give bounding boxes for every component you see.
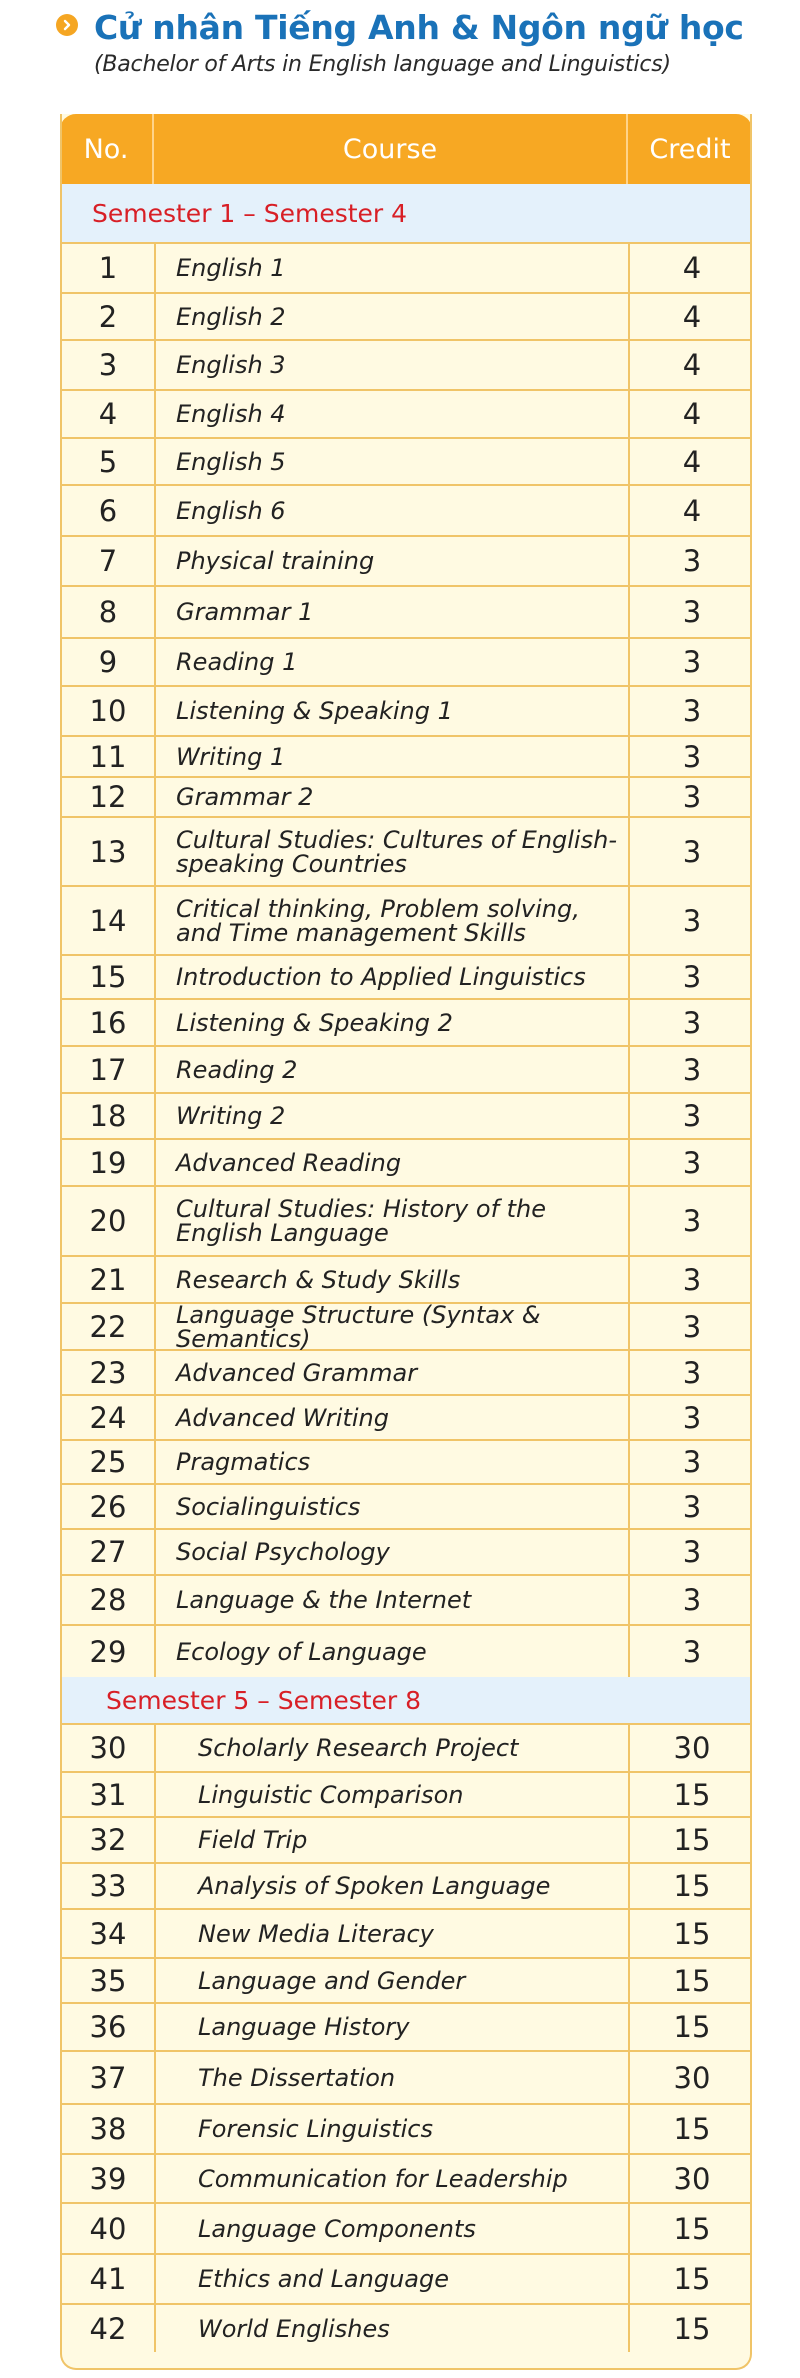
course-number: 27 (62, 1530, 156, 1574)
table-row (62, 639, 750, 687)
course-number: 21 (62, 1257, 156, 1302)
table-row (62, 2004, 750, 2052)
table-row (62, 294, 750, 341)
course-credit: 3 (682, 694, 702, 728)
course-name: Introduction to Applied Linguistics (156, 956, 630, 998)
table-row (62, 391, 750, 439)
course-number: 35 (62, 1959, 156, 2002)
course-name: Socialinguistics (156, 1485, 630, 1528)
course-name: Analysis of Spoken Language (156, 1864, 630, 1908)
course-name: English 3 (156, 341, 630, 389)
course-name: Language and Gender (156, 1959, 630, 2002)
course-name: Communication for Leadership (156, 2155, 630, 2202)
course-number: 37 (62, 2052, 156, 2103)
course-credit: 3 (682, 1309, 702, 1344)
course-number: 39 (62, 2155, 156, 2202)
course-number: 30 (62, 1725, 156, 1771)
course-name: Writing 2 (156, 1094, 630, 1138)
course-credit: 4 (682, 299, 702, 334)
page-title: Cử nhân Tiếng Anh & Ngôn ngữ học (94, 8, 744, 47)
course-credit: 3 (682, 1400, 702, 1435)
table-row (62, 1959, 750, 2004)
course-credit: 3 (682, 1262, 702, 1297)
course-credit: 3 (682, 595, 702, 629)
course-number: 41 (62, 2255, 156, 2303)
course-number: 3 (62, 341, 156, 389)
table-row (62, 956, 750, 1000)
table-row (62, 737, 750, 778)
course-name: Forensic Linguistics (156, 2105, 630, 2153)
course-number: 4 (62, 391, 156, 437)
course-credit: 3 (682, 960, 702, 994)
table-row (62, 1140, 750, 1187)
course-name: Scholarly Research Project (156, 1725, 630, 1771)
table-row (62, 1725, 750, 1773)
course-number: 28 (62, 1576, 156, 1624)
course-credit: 15 (673, 2112, 711, 2146)
course-number: 19 (62, 1140, 156, 1185)
course-number: 12 (62, 778, 156, 816)
table-row (62, 1257, 750, 1304)
table-row (62, 537, 750, 587)
course-number: 1 (62, 244, 156, 292)
table-row (62, 1910, 750, 1959)
course-number: 10 (62, 687, 156, 735)
course-name: Research & Study Skills (156, 1257, 630, 1302)
course-number: 2 (62, 294, 156, 339)
course-credit: 3 (682, 1099, 702, 1133)
course-number: 5 (62, 439, 156, 484)
course-credit: 15 (673, 1823, 711, 1857)
table-row (62, 1441, 750, 1485)
table-row (62, 818, 750, 887)
table-row (62, 1773, 750, 1818)
page-subtitle: (Bachelor of Arts in English language and Linguistics) (94, 52, 671, 77)
table-row (62, 2204, 750, 2255)
course-credit: 4 (682, 251, 702, 285)
course-name: Pragmatics (156, 1441, 630, 1483)
course-name: Field Trip (156, 1818, 630, 1862)
course-name: Listening & Speaking 1 (156, 687, 630, 735)
table-row (62, 439, 750, 486)
column-header-credit: Credit (649, 133, 731, 165)
semester-heading-5-8: Semester 5 – Semester 8 (62, 1677, 750, 1725)
course-name: Ethics and Language (156, 2255, 630, 2303)
table-row (62, 887, 750, 956)
course-number: 42 (62, 2305, 156, 2352)
course-number: 24 (62, 1396, 156, 1439)
column-header-no: No. (60, 114, 154, 184)
course-number: 36 (62, 2004, 156, 2050)
table-row (62, 1187, 750, 1257)
table-row (62, 778, 750, 818)
table-row (62, 244, 750, 294)
course-name: Physical training (156, 537, 630, 585)
course-credit: 3 (682, 645, 702, 679)
course-name: English 6 (156, 486, 630, 535)
course-number: 11 (62, 737, 156, 776)
course-credit: 15 (673, 1777, 711, 1812)
course-name: Advanced Reading (156, 1140, 630, 1185)
course-credit: 3 (682, 1489, 702, 1524)
course-credit: 30 (673, 1731, 711, 1765)
course-credit: 15 (673, 1963, 711, 1998)
course-number: 17 (62, 1047, 156, 1092)
course-name: Reading 2 (156, 1047, 630, 1092)
course-name: Social Psychology (156, 1530, 630, 1574)
course-credit: 30 (673, 2161, 711, 2196)
course-credit: 4 (682, 348, 702, 382)
course-name: Advanced Grammar (156, 1351, 630, 1394)
course-number: 29 (62, 1626, 156, 1677)
course-name: World Englishes (156, 2305, 630, 2352)
course-credit: 3 (682, 780, 702, 814)
table-row (62, 2255, 750, 2305)
table-row (62, 1864, 750, 1910)
course-credit: 3 (682, 1634, 702, 1669)
course-credit: 15 (673, 2010, 711, 2044)
course-name: Critical thinking, Problem solving, and Time management Skills (156, 887, 630, 954)
course-number: 9 (62, 639, 156, 685)
course-name: English 1 (156, 244, 630, 292)
table-row (62, 1094, 750, 1140)
course-credit: 15 (673, 2262, 711, 2296)
table-row (62, 2052, 750, 2105)
course-credit: 3 (682, 544, 702, 578)
course-name: English 2 (156, 294, 630, 339)
course-name: Reading 1 (156, 639, 630, 685)
course-credit: 3 (682, 1145, 702, 1180)
course-credit: 3 (682, 903, 702, 938)
course-name: Language & the Internet (156, 1576, 630, 1624)
course-name: New Media Literacy (156, 1910, 630, 1957)
table-row (62, 2105, 750, 2155)
course-credit: 3 (682, 1355, 702, 1390)
table-row (62, 2305, 750, 2352)
table-row (62, 1396, 750, 1441)
table-row (62, 1000, 750, 1047)
table-row (62, 1300, 750, 1353)
course-number: 26 (62, 1485, 156, 1528)
course-name: Cultural Studies: Cultures of English-speaking Countries (156, 818, 630, 885)
course-credit: 3 (682, 1583, 702, 1617)
column-header-course: Course (154, 114, 628, 184)
course-name: Language Structure (Syntax & Semantics) (156, 1304, 630, 1349)
course-number: 8 (62, 587, 156, 637)
course-credit: 4 (682, 397, 702, 431)
course-number: 13 (62, 818, 156, 885)
table-row (62, 687, 750, 737)
table-row (62, 1576, 750, 1626)
course-credit: 3 (682, 1052, 702, 1087)
course-number: 23 (62, 1351, 156, 1394)
course-credit: 30 (673, 2060, 711, 2095)
course-number: 18 (62, 1094, 156, 1138)
table-row (62, 1818, 750, 1864)
course-name: Grammar 2 (156, 778, 630, 816)
table-body-semester-5-8 (62, 1725, 750, 2352)
course-number: 40 (62, 2204, 156, 2253)
course-credit: 4 (682, 444, 702, 479)
course-name: Listening & Speaking 2 (156, 1000, 630, 1045)
table-row (62, 1485, 750, 1530)
course-number: 7 (62, 537, 156, 585)
course-credit: 3 (682, 739, 702, 774)
course-credit: 15 (673, 1916, 711, 1951)
table-row (62, 486, 750, 537)
course-number: 34 (62, 1910, 156, 1957)
course-credit: 4 (682, 493, 702, 528)
course-number: 32 (62, 1818, 156, 1862)
course-credit: 3 (682, 834, 702, 869)
course-number: 31 (62, 1773, 156, 1816)
course-number: 15 (62, 956, 156, 998)
table-header (60, 114, 752, 184)
course-name: Language History (156, 2004, 630, 2050)
course-name: Grammar 1 (156, 587, 630, 637)
course-name: Advanced Writing (156, 1396, 630, 1439)
course-credit: 3 (682, 1535, 702, 1569)
course-number: 14 (62, 887, 156, 954)
course-number: 33 (62, 1864, 156, 1908)
course-name: Linguistic Comparison (156, 1773, 630, 1816)
course-name: Writing 1 (156, 737, 630, 776)
course-number: 25 (62, 1441, 156, 1483)
table-row (62, 341, 750, 391)
course-name: English 5 (156, 439, 630, 484)
course-credit: 15 (673, 2311, 711, 2346)
course-number: 6 (62, 486, 156, 535)
course-number: 16 (62, 1000, 156, 1045)
table-row (62, 1626, 750, 1677)
course-number: 22 (62, 1304, 156, 1349)
course-name: English 4 (156, 391, 630, 437)
semester-heading-1-4: Semester 1 – Semester 4 (62, 184, 750, 244)
course-credit: 3 (682, 1445, 702, 1479)
table-row (62, 587, 750, 639)
table-body-semester-1-4 (62, 244, 750, 1677)
course-number: 38 (62, 2105, 156, 2153)
table-row (62, 1351, 750, 1396)
course-credit: 3 (682, 1204, 702, 1238)
chevron-right-icon (56, 14, 78, 36)
course-credit: 3 (682, 1005, 702, 1040)
course-name: The Dissertation (156, 2052, 630, 2103)
table-row (62, 1047, 750, 1094)
course-name: Ecology of Language (156, 1626, 630, 1677)
course-table (60, 114, 752, 2370)
course-credit: 15 (673, 2211, 711, 2246)
course-name: Language Components (156, 2204, 630, 2253)
course-number: 20 (62, 1187, 156, 1255)
course-name: Cultural Studies: History of the English Language (156, 1187, 630, 1255)
table-row (62, 2155, 750, 2204)
course-credit: 15 (673, 1869, 711, 1903)
table-row (62, 1530, 750, 1576)
